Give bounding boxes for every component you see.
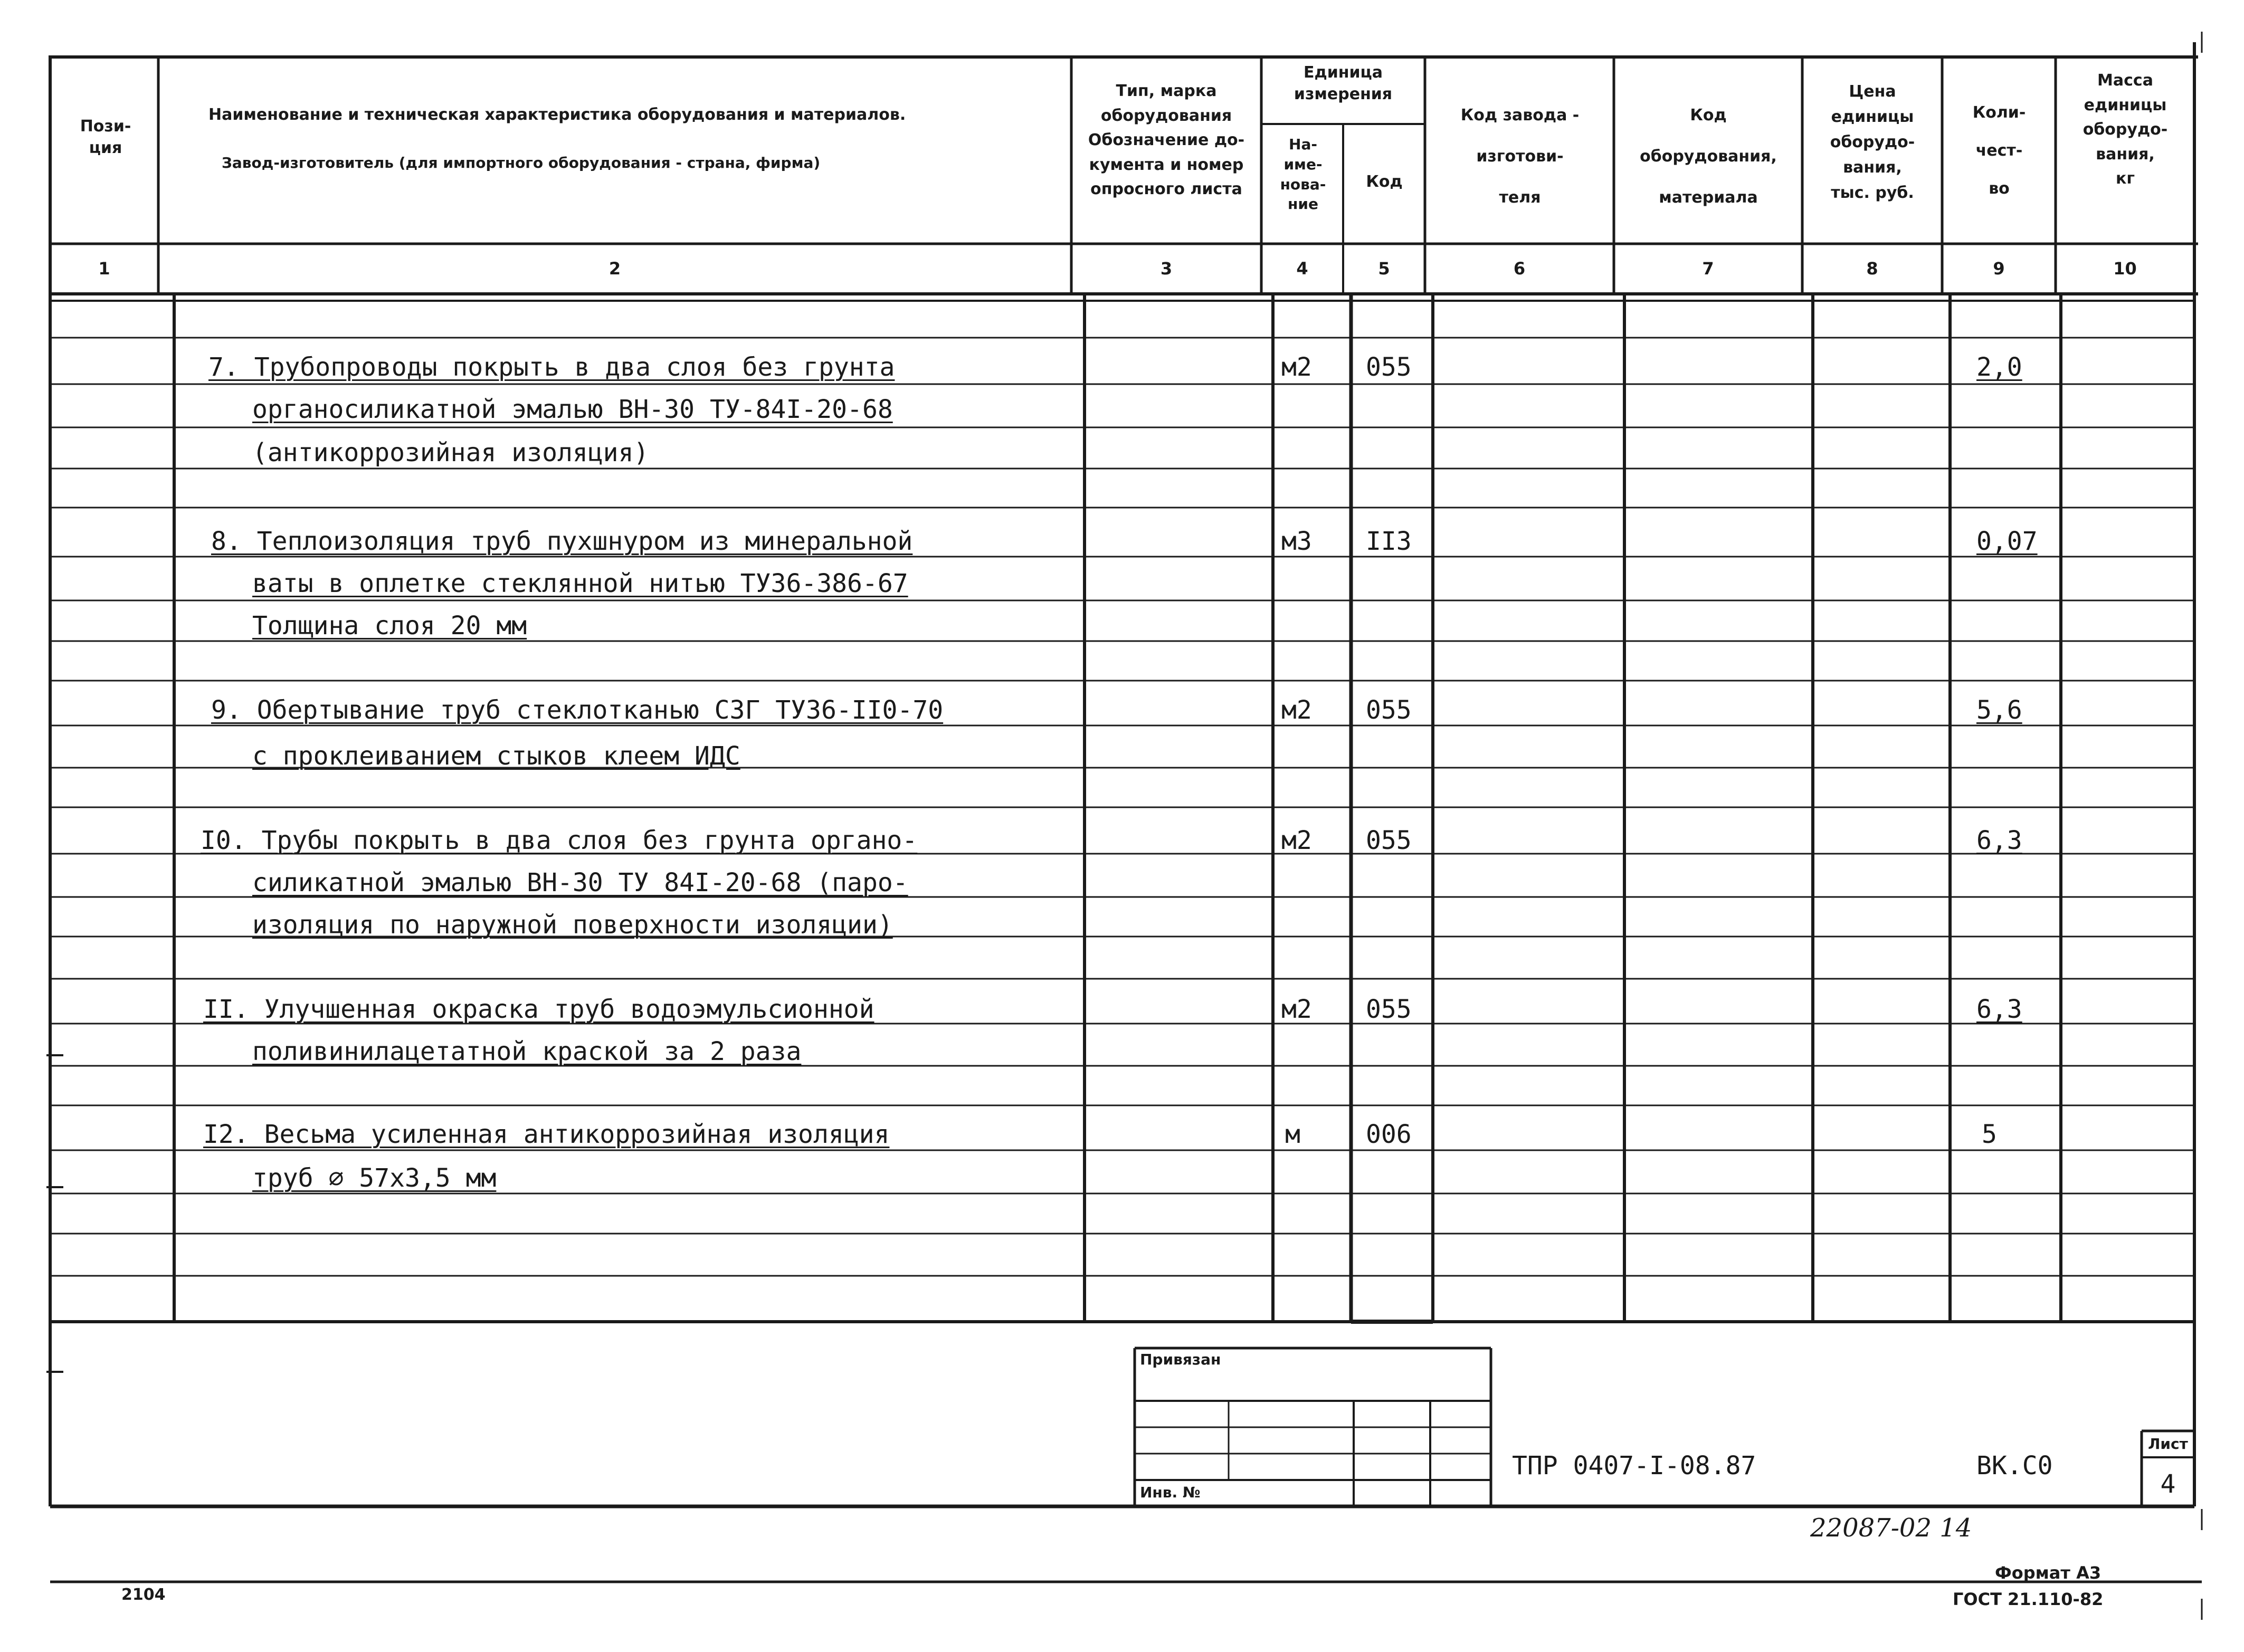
- item-text-line: с проклеиванием стыков клеем ИДС: [252, 741, 740, 771]
- item-text-line: Толщина слоя 20 мм: [252, 611, 527, 641]
- column-number: 10: [2113, 259, 2137, 279]
- header-name-line2: Завод-изготовитель (для импортного оборудования - страна, фирма): [222, 154, 821, 171]
- column-number: 7: [1702, 259, 1714, 279]
- header-position: Пози- ция: [80, 117, 131, 157]
- item-code: II3: [1366, 527, 1412, 556]
- header-equipment-code: Код оборудования, материала: [1640, 106, 1777, 207]
- header-unit-code: Код: [1366, 173, 1403, 191]
- item-text-line: I2. Весьма усиленная антикоррозийная изоляция: [203, 1120, 890, 1149]
- page-code: 2104: [121, 1586, 166, 1604]
- column-number: 5: [1378, 259, 1390, 279]
- item-text-line: 8. Теплоизоляция труб пухшнуром из минеральной: [211, 527, 913, 556]
- column-number: 4: [1296, 259, 1308, 279]
- header-price: Цена единицы оборудо- вания, тыс. руб.: [1830, 82, 1915, 202]
- item-text-line: силикатной эмалью ВН-30 ТУ 84I-20-68 (паро-: [252, 868, 908, 897]
- stamp-privyazan-label: Привязан: [1140, 1351, 1221, 1368]
- stamp-sheet-label: Лист: [2148, 1435, 2188, 1453]
- item-unit: м3: [1281, 527, 1312, 556]
- item-text-line: труб ∅ 57х3,5 мм: [252, 1163, 497, 1193]
- item-quantity: 6,3: [1976, 826, 2022, 855]
- item-quantity: 2,0: [1976, 352, 2022, 382]
- header-quantity: Коли- чест- во: [1972, 103, 2026, 198]
- item-code: 055: [1366, 995, 1412, 1024]
- header-unit-name: На- име- нова- ние: [1280, 136, 1326, 213]
- handwritten-number: 22087-02 14: [1810, 1513, 1972, 1543]
- item-text-line: II. Улучшенная окраска труб водоэмульсионной: [203, 995, 874, 1024]
- item-text-line: (антикоррозийная изоляция): [252, 438, 649, 467]
- header-type: Тип, марка оборудования Обозначение до- кумента и номер опросного листа: [1088, 82, 1245, 198]
- header-unit-group: Единица измерения: [1294, 63, 1393, 103]
- header-mass: Масса единицы оборудо- вания, кг: [2083, 71, 2168, 188]
- stamp-inventory-label: Инв. №: [1140, 1484, 1201, 1501]
- item-text-line: органосиликатной эмалью ВН-30 ТУ-84I-20-68: [252, 395, 893, 424]
- column-number: 3: [1160, 259, 1173, 279]
- item-text-line: 9. Обертывание труб стеклотканью СЗГ ТУ36-II0-70: [211, 695, 944, 725]
- item-quantity: 5: [1982, 1120, 1997, 1149]
- format-label: Формат А3: [1995, 1563, 2102, 1583]
- item-text-line: 7. Трубопроводы покрыть в два слоя без грунта: [208, 352, 895, 382]
- item-unit: м: [1285, 1120, 1300, 1149]
- stamp-sheet-number: 4: [2160, 1469, 2176, 1499]
- column-number: 6: [1513, 259, 1526, 279]
- item-code: 055: [1366, 695, 1412, 725]
- gost-label: ГОСТ 21.110-82: [1953, 1589, 2104, 1609]
- column-number: 2: [608, 259, 621, 279]
- item-code: 006: [1366, 1120, 1412, 1149]
- header-factory-code: Код завода - изготови- теля: [1460, 106, 1580, 207]
- column-number: 9: [1993, 259, 2005, 279]
- item-text-line: поливинилацетатной краской за 2 раза: [252, 1037, 802, 1066]
- item-code: 055: [1366, 352, 1412, 382]
- item-text-line: I0. Трубы покрыть в два слоя без грунта органо-: [201, 826, 918, 855]
- item-unit: м2: [1281, 995, 1312, 1024]
- stamp-mark: ВК.С0: [1976, 1451, 2053, 1481]
- item-unit: м2: [1281, 826, 1312, 855]
- item-text-line: изоляция по наружной поверхности изоляции): [252, 910, 893, 940]
- item-text-line: ваты в оплетке стеклянной нитью ТУ36-386-67: [252, 569, 908, 598]
- item-quantity: 5,6: [1976, 695, 2022, 725]
- stamp-document-code: ТПР 0407-I-08.87: [1512, 1451, 1756, 1481]
- column-number: 1: [98, 259, 110, 279]
- header-name-line1: Наименование и техническая характеристика оборудования и материалов.: [208, 106, 906, 124]
- column-number: 8: [1866, 259, 1878, 279]
- item-quantity: 0,07: [1976, 527, 2038, 556]
- item-unit: м2: [1281, 352, 1312, 382]
- item-unit: м2: [1281, 695, 1312, 725]
- item-quantity: 6,3: [1976, 995, 2022, 1024]
- item-code: 055: [1366, 826, 1412, 855]
